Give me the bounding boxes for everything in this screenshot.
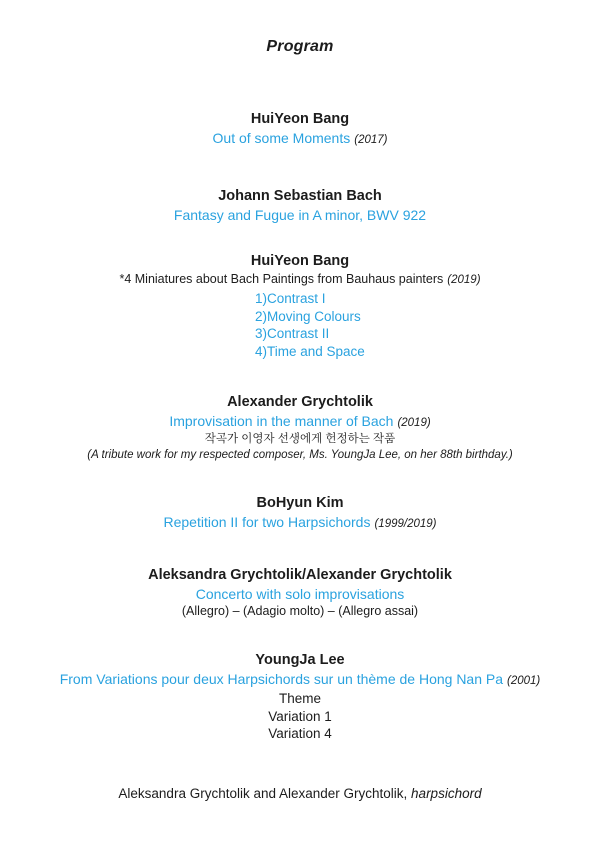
work-title: Improvisation in the manner of Bach <box>169 413 394 429</box>
work-line <box>0 129 600 149</box>
movement-list <box>0 690 600 743</box>
composer-name: HuiYeon Bang <box>250 111 350 127</box>
performer-instrument: harpsichord <box>411 785 482 801</box>
work-year: (2019) <box>397 417 431 429</box>
work-subtitle-line <box>0 271 600 289</box>
program-section <box>0 393 600 463</box>
program-section <box>0 651 600 743</box>
work-year: (2001) <box>507 675 541 687</box>
movement-item: 3)Contrast II <box>255 326 330 341</box>
program-section <box>0 187 600 224</box>
performer-names: Aleksandra Grychtolik and Alexander Grychtolik, <box>118 785 412 801</box>
movement-item: 1)Contrast I <box>255 291 326 306</box>
work-title: From Variations pour deux Harpsichords sur un thème de Hong Nan Pa <box>59 671 504 687</box>
performers-line <box>0 786 600 801</box>
program-section <box>0 566 600 620</box>
work-title: Fantasy and Fugue in A minor, BWV 922 <box>173 207 427 223</box>
work-line <box>0 585 600 603</box>
composer-name: Johann Sebastian Bach <box>218 188 382 204</box>
work-line <box>0 412 600 432</box>
page-title: Program <box>266 38 334 55</box>
work-year: (1999/2019) <box>374 518 437 530</box>
movement-item: 2)Moving Colours <box>255 308 361 324</box>
tempo-markings: (Allegro) – (Adagio molto) – (Allegro assai) <box>181 604 419 618</box>
work-line <box>0 206 600 224</box>
dedication-korean: 작곡가 이영자 선생에게 헌정하는 작품 <box>204 433 396 445</box>
work-line <box>0 513 600 533</box>
composer-name: YoungJa Lee <box>255 652 345 668</box>
program-section <box>0 110 600 149</box>
work-title: Concerto with solo improvisations <box>195 586 405 602</box>
work-title: Repetition II for two Harpsichords <box>163 514 371 530</box>
dedication-translation: (A tribute work for my respected composer, Ms. YoungJa Lee, on her 88th birthday.) <box>87 449 513 461</box>
movement-item: Theme <box>278 691 322 706</box>
movement-item: 4)Time and Space <box>255 343 365 359</box>
program-section <box>0 494 600 533</box>
work-year: (2017) <box>354 134 388 146</box>
work-title: Out of some Moments <box>212 130 351 146</box>
composer-name: BoHyun Kim <box>256 495 344 511</box>
movement-item: Variation 4 <box>268 726 332 741</box>
composer-name: Aleksandra Grychtolik/Alexander Grychtolik <box>148 567 452 583</box>
program-section <box>0 252 600 360</box>
work-year: (2019) <box>447 274 481 286</box>
work-subtitle: *4 Miniatures about Bach Paintings from Bauhaus painters <box>119 272 444 286</box>
composer-name: Alexander Grychtolik <box>227 394 373 410</box>
movement-list <box>255 290 600 360</box>
work-line <box>0 670 600 690</box>
movement-item: Variation 1 <box>268 708 332 724</box>
composer-name: HuiYeon Bang <box>250 253 350 269</box>
